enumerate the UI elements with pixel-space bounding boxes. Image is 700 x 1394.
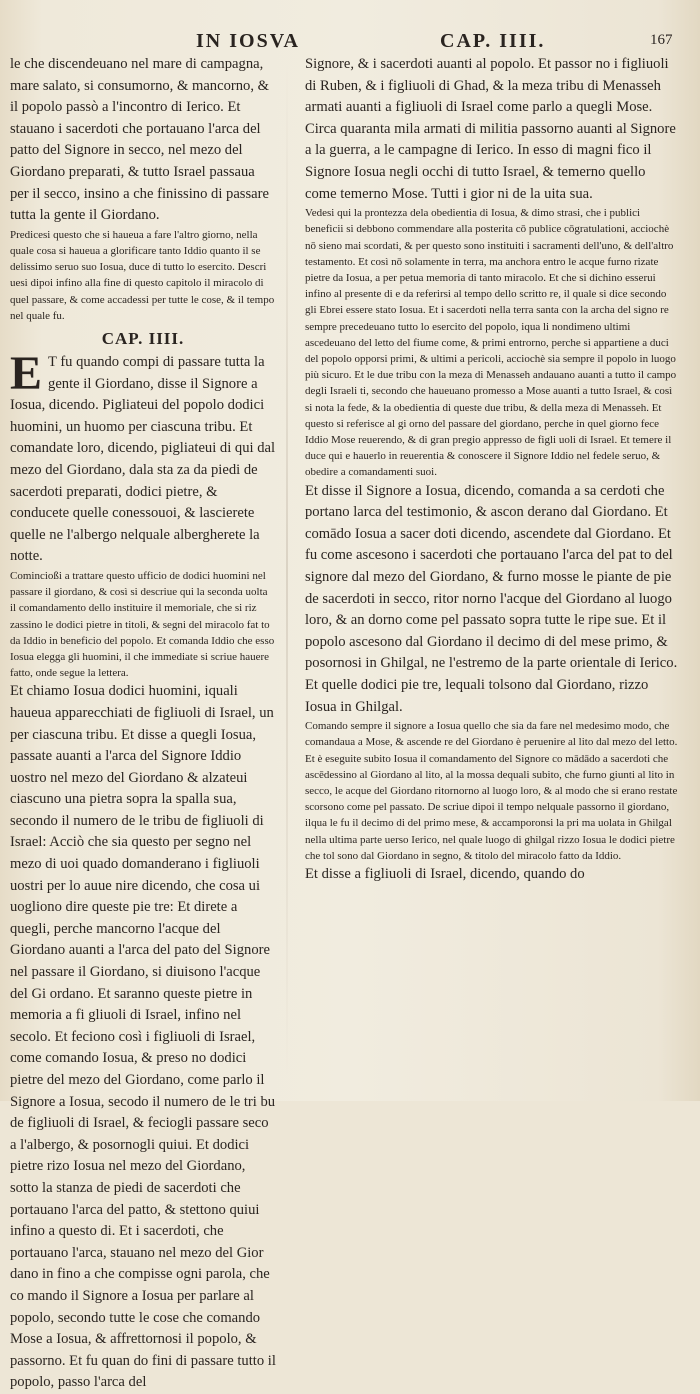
drop-capital: E bbox=[10, 346, 43, 400]
commentary-gloss: Comincioßi a trattare questo ufficio de dodici huomini nel passare il giordano, & così si descriue qui la seconda uolta il comandamento dello instituire il memoriale, che si riz zassino le dodici pietre in titoli, & segni del miracolo fat to da Iddio in beneficio del popolo. Et comanda Iddio che esso Iosua elegga gli huomini, il che immediate si scriue hauere fatto, onde segue la lettera. bbox=[10, 569, 275, 680]
chapter-opening bbox=[10, 346, 276, 568]
scripture-paragraph: le che discendeuano nel mare di campagna, mare salato, si consumorno, & mancorno, & il popolo passò a l'incontro di Ierico. Et stauano i sacerdoti che portauano l'arca del patto del Signore in secco, nel mezo del Giordano preparati, & tutto Israel passaua per il secco, insino a che finissino di passare tutta la gente il Giordano. bbox=[10, 56, 269, 224]
chapter-opening-text: T fu quando compi di passare tutta la gente il Giordano, disse il Signore a Iosua, dicendo. Pigliateui del popolo dodici huomini, un huomo per ciascuna tribu. Et comandate loro, dicendo, pigliateui di qui dal mezo del Giordano, dala sta za da piedi de sacerdoti preparati, dodici pietre, & conducete quelle conessouoi, & lascierete quelle ne l'albergo nelquale albergherete la notte. bbox=[10, 353, 276, 565]
commentary-gloss: Comando sempre il signore a Iosua quello che sia da fare nel medesimo modo, che comandaua a Mose, & ascende re del Giordano è peruenire al lito dal mezo del letto. Et è eseguite subito Iosua il comandamento del Signore co mādādo a sacerdoti che ascēdessino al Giordano al lito, al la mossa dequali subito, che furno giunti al lito in secco, le acque del Giordano ritornorno al luogo loro, & al modo che si erano restate scorsono come pel passato. De scriue dipoi il tempo nelquale passorno il giordano, ilqua le fu il decimo di del primo mese, & accamporonsi la pri ma uolata in Ghilgal nella ultima parte uerso Ierico, nel quale luogo di ghilgal rizzo Iosua le dodici pietre che tol sono dal Giordano in segno, & titolo del miracolo fatto da Iddio. bbox=[305, 720, 678, 862]
right-column bbox=[305, 54, 678, 1084]
chapter-title: CAP. IIII. bbox=[101, 328, 185, 348]
scripture-paragraph: Et disse a figliuoli di Israel, dicendo, quando do bbox=[305, 865, 585, 882]
left-column bbox=[10, 54, 276, 1391]
scripture-paragraph: Et chiamo Iosua dodici huomini, iquali haueua apparecchiati de figliuoli di Israel, un per ciascuna tribu. Et disse a quegli Iosua, passate auanti a l'arca del Signore Iddio uostro nel mezo del Giordano & alzateui ciascuno una pietra sopra la spalla sua, secondo il numero de le tribu de figliuoli di Israel: Acciò che sia questo per segno nel mezo di uoi quado domanderano i figliuoli uostri per lo auue nire dicendo, che cosa ui uogliono dire queste pie tre: Et direte a quegli, perche mancorno l'acque del Giordano auanti a l'arca del pato del Signore nel passare il Giordano, si diuisono l'acque del Gi ordano. Et saranno queste pietre in memoria a fi gliuoli di Israel, infino nel secolo. Et feciono così i figliuoli di Israel, come comando Iosua, & preso no dodici pietre del mezo del Giordano, come parlo il Signore a Iosua, secodo il numero de le tri bu de figliuoli di Israel, & feciogli passare seco a l'albergo, & posornogli quiui. Et dodici pietre rizo Iosua nel mezo del Giordano, sotto la stanza de piedi de sacerdoti che portauano l'arca del patto, & stettono quiui infino a questo di. Et i sacerdoti, che portauano l'arca, stauano nel mezo del Gior dano in fino a che compisse ogni parola, che co mando il Signore a Iosua per parlare al popolo, secondo tutte le cose che comando Mose a Iosua, & affrettornosi il popolo, & passorno. Et fu quan do fini di passare tutto il popolo, passo l'arca del bbox=[10, 683, 276, 1391]
scripture-paragraph: Et disse il Signore a Iosua, dicendo, comanda a sa cerdoti che portano larca del testimonio, & ascon derano dal Giordano. Et comādo Iosua a sacer doti dicendo, ascendete dal Giordano. Et fu come ascesono i sacerdoti che portauano l'arca del pat to del signore dal mezo del Giordano, & furno mosse le piante de pie de sacerdoti in secco, ritor norno l'acque del Giordano al luogo loro, & an dorno come pel passato sopra tutte le ripe sue. Et il popolo ascesono dal Giordano il decimo di del mese primo, & posornosi in Ghilgal, ne l'estremo de la parte orientale di Ierico. Et quelle dodici pie tre, lequali tolsono dal Giordano, rizzo Iosua in Ghilgal. bbox=[305, 482, 678, 715]
commentary-gloss: Vedesi qui la prontezza dela obedientia di Iosua, & dimo strasi, che i publici beneficii si debbono commendare alla posterita cō publice cōgratulationi, acciochè nō sieno mai scordati, & per questo sono instituiti i sacramenti dell'uno, & dell'altro testamento. Et così nō solamente in terra, ma anchora entro le acque furno rizate pietre da Iosua, a per petua memoria di tanto miracolo. Et che si dichino esserui infino al presente di e da referirsi al tempo dello scritto re, il quale si dice secondo gli Ebrei essere stato Iosua. Et i sacerdoti nella terra santa con la archa del signo re sempre precedeuano tutto lo esercito del popolo, iqua li nondimeno ultimi ascedeuano del letto del fiume come, & primi entrorno, perche si appartiene a duci del popolo opporsi primi, & ultimi a pericoli, acciochè sia sempre il popolo in luogo più sicuro. Et le due tribu con la meza di Menasseh andauano auanti a tutto il campo degli Israeli ti, secondo che haueuano promesso a Mose auanti a tutto Israel, & così si nota la fede, & la obedientia di queste due tribu, & della meza di Menasseh. Et questo si referisce al gi orno del passare del giordano, perche in quel giorno fece Iddio Mose reuerendo, & di gran pregio appresso de figli uoli di Israel. Et temere il duce qui e hauerlo in reuerentia & conoscere il Signore Iddio nel fedele seruo, & obedire a comandamenti suoi. bbox=[305, 207, 677, 479]
commentary-gloss: Predicesi questo che si haueua a fare l'altro giorno, nella quale cosa si haueua a glorificare tanto Iddio quanto il se delissimo seruo suo Iosua, duce di tutto lo esercito. Descri uesi dipoi infino alla fine di questo capitolo il miracolo di quel passare, & come accadessi per tutte le cose, & il tempo nel quale fu. bbox=[10, 228, 275, 322]
chapter-heading: CAP. IIII. bbox=[440, 30, 546, 52]
scripture-paragraph: Signore, & i sacerdoti auanti al popolo. Et passor no i figliuoli di Ruben, & i figliuoli di Ghad, & la meza tribu di Menasseh armati auanti a figliuoli di Israel come parlo a quegli Mose. Circa quaranta mila armati di militia passorno auanti al Signore a la guerra, a le campagne di Ierico. In esso di magni fico il Signore Iosua negli occhi di tutto Israel, & temerno quello come temerno Mose. Tutti i gior ni de la uita sua. bbox=[305, 56, 676, 202]
page-number: 167 bbox=[650, 32, 673, 48]
column-gutter bbox=[286, 60, 288, 1080]
page-header bbox=[0, 30, 700, 54]
running-head: IN IOSVA bbox=[196, 30, 300, 52]
